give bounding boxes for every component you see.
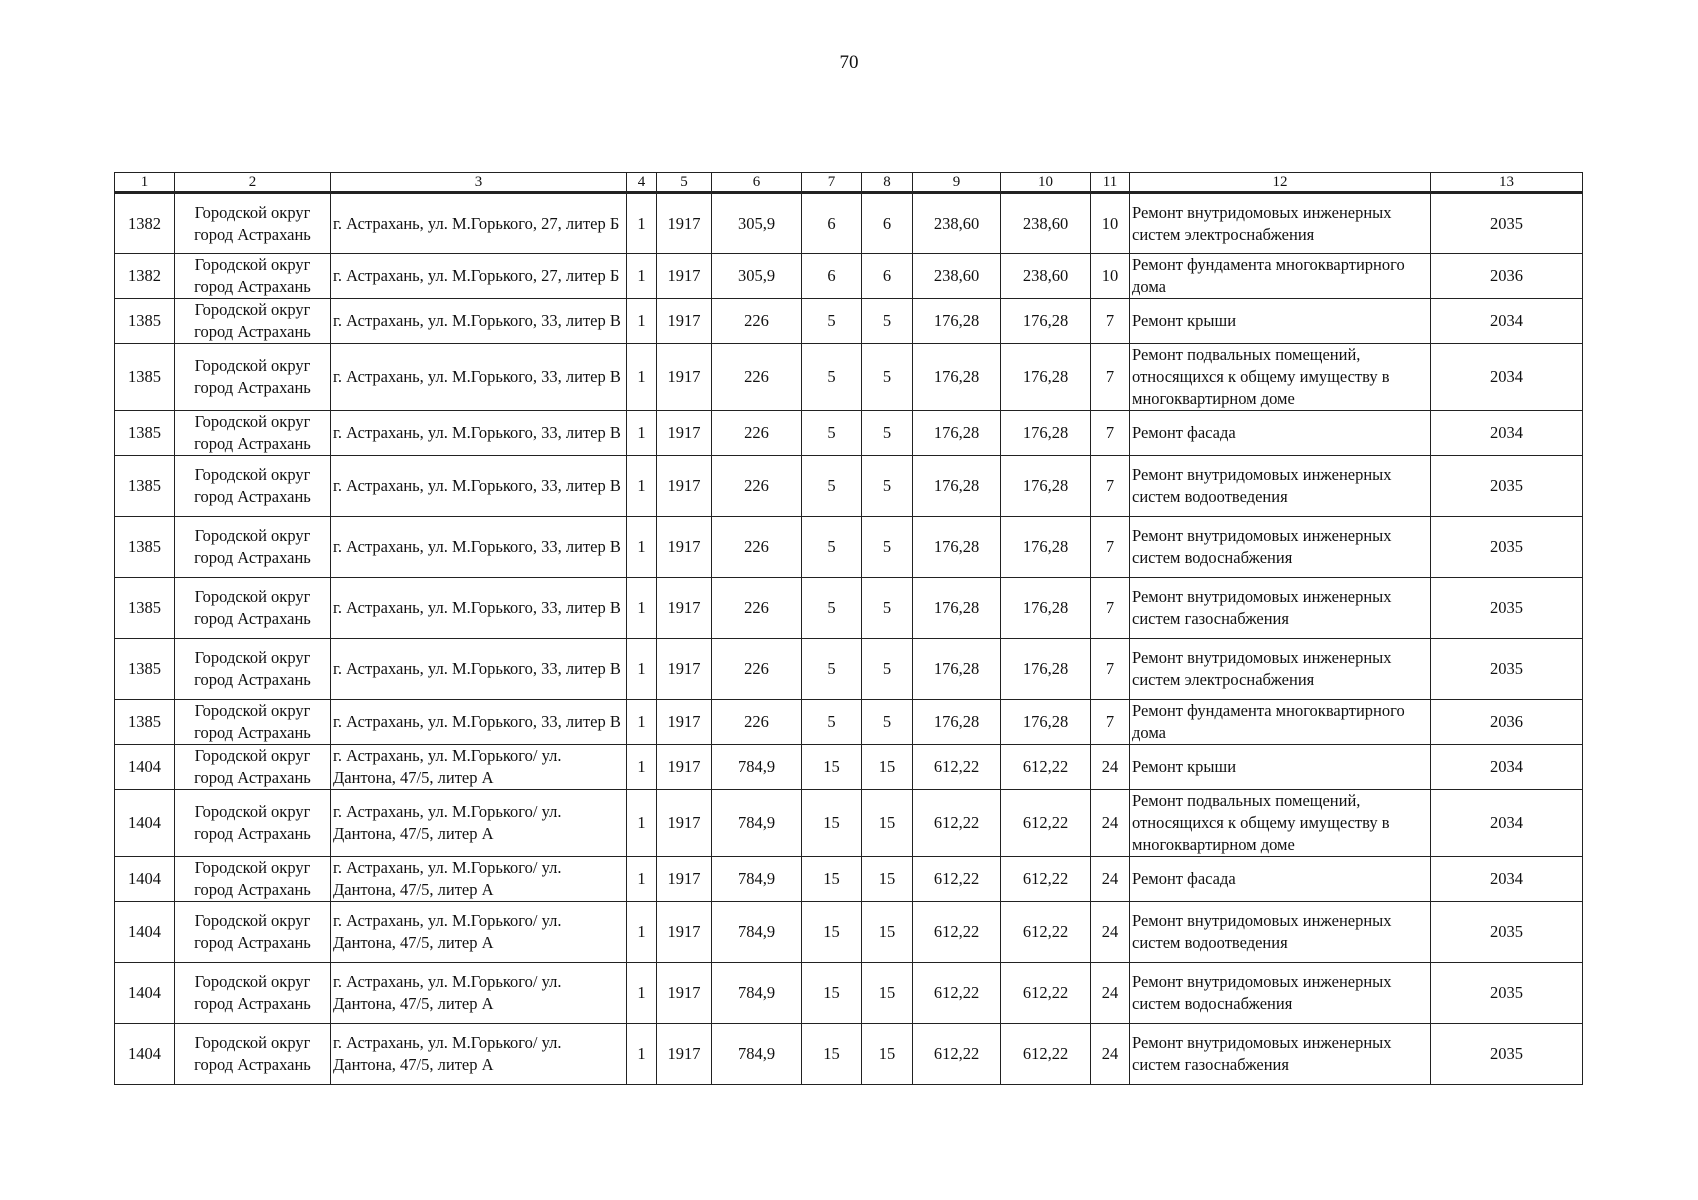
cell-col9: 176,28 <box>913 517 1001 578</box>
cell-work-type: Ремонт внутридомовых инженерных систем газоснабжения <box>1130 1024 1431 1085</box>
cell-col8: 15 <box>862 857 913 902</box>
table-row <box>115 299 1583 344</box>
cell-col4: 1 <box>627 700 657 745</box>
cell-row-number: 1404 <box>115 857 175 902</box>
cell-col10: 176,28 <box>1001 639 1091 700</box>
cell-col11: 7 <box>1091 299 1130 344</box>
cell-col8: 6 <box>862 193 913 254</box>
cell-row-number: 1385 <box>115 299 175 344</box>
cell-col9: 612,22 <box>913 790 1001 857</box>
cell-address: г. Астрахань, ул. М.Горького, 33, литер В <box>331 700 627 745</box>
cell-area: 784,9 <box>712 902 802 963</box>
table-header <box>115 173 1583 193</box>
table-row <box>115 745 1583 790</box>
cell-col4: 1 <box>627 193 657 254</box>
cell-year: 1917 <box>657 456 712 517</box>
cell-planned-year: 2035 <box>1431 963 1583 1024</box>
page-number: 70 <box>839 52 859 73</box>
cell-area: 305,9 <box>712 193 802 254</box>
cell-col7: 15 <box>802 963 862 1024</box>
table-row <box>115 639 1583 700</box>
cell-col8: 6 <box>862 254 913 299</box>
cell-planned-year: 2034 <box>1431 745 1583 790</box>
cell-col9: 176,28 <box>913 578 1001 639</box>
cell-row-number: 1385 <box>115 639 175 700</box>
cell-col9: 612,22 <box>913 857 1001 902</box>
cell-municipality: Городской округ город Астрахань <box>175 456 331 517</box>
cell-work-type: Ремонт внутридомовых инженерных систем газоснабжения <box>1130 578 1431 639</box>
cell-col9: 612,22 <box>913 745 1001 790</box>
column-header-5: 5 <box>657 173 712 193</box>
cell-address: г. Астрахань, ул. М.Горького, 33, литер В <box>331 456 627 517</box>
table-row <box>115 857 1583 902</box>
cell-col10: 176,28 <box>1001 517 1091 578</box>
cell-col8: 5 <box>862 578 913 639</box>
cell-address: г. Астрахань, ул. М.Горького, 33, литер В <box>331 578 627 639</box>
cell-planned-year: 2035 <box>1431 902 1583 963</box>
cell-col7: 15 <box>802 857 862 902</box>
cell-planned-year: 2035 <box>1431 517 1583 578</box>
cell-col4: 1 <box>627 790 657 857</box>
cell-col9: 176,28 <box>913 700 1001 745</box>
cell-col11: 24 <box>1091 1024 1130 1085</box>
cell-year: 1917 <box>657 1024 712 1085</box>
cell-col4: 1 <box>627 857 657 902</box>
cell-col10: 612,22 <box>1001 745 1091 790</box>
cell-year: 1917 <box>657 254 712 299</box>
cell-address: г. Астрахань, ул. М.Горького, 27, литер Б <box>331 254 627 299</box>
cell-area: 226 <box>712 344 802 411</box>
cell-row-number: 1385 <box>115 456 175 517</box>
cell-col7: 6 <box>802 193 862 254</box>
cell-row-number: 1385 <box>115 700 175 745</box>
cell-col7: 5 <box>802 639 862 700</box>
cell-row-number: 1404 <box>115 745 175 790</box>
cell-planned-year: 2036 <box>1431 700 1583 745</box>
cell-planned-year: 2035 <box>1431 1024 1583 1085</box>
cell-col8: 15 <box>862 745 913 790</box>
cell-area: 226 <box>712 517 802 578</box>
cell-col7: 5 <box>802 700 862 745</box>
cell-municipality: Городской округ город Астрахань <box>175 411 331 456</box>
cell-municipality: Городской округ город Астрахань <box>175 299 331 344</box>
cell-col7: 15 <box>802 790 862 857</box>
column-header-13: 13 <box>1431 173 1583 193</box>
cell-col10: 176,28 <box>1001 700 1091 745</box>
cell-planned-year: 2035 <box>1431 456 1583 517</box>
cell-col9: 176,28 <box>913 411 1001 456</box>
cell-col11: 7 <box>1091 344 1130 411</box>
cell-work-type: Ремонт внутридомовых инженерных систем электроснабжения <box>1130 639 1431 700</box>
cell-work-type: Ремонт внутридомовых инженерных систем водоотведения <box>1130 902 1431 963</box>
column-header-11: 11 <box>1091 173 1130 193</box>
cell-municipality: Городской округ город Астрахань <box>175 254 331 299</box>
cell-col10: 238,60 <box>1001 193 1091 254</box>
cell-col11: 10 <box>1091 254 1130 299</box>
cell-col7: 15 <box>802 902 862 963</box>
cell-municipality: Городской округ город Астрахань <box>175 700 331 745</box>
cell-year: 1917 <box>657 193 712 254</box>
cell-year: 1917 <box>657 639 712 700</box>
cell-address: г. Астрахань, ул. М.Горького, 27, литер Б <box>331 193 627 254</box>
cell-col11: 24 <box>1091 857 1130 902</box>
cell-planned-year: 2035 <box>1431 639 1583 700</box>
cell-address: г. Астрахань, ул. М.Горького, 33, литер В <box>331 639 627 700</box>
cell-area: 784,9 <box>712 1024 802 1085</box>
cell-col11: 24 <box>1091 790 1130 857</box>
cell-col4: 1 <box>627 254 657 299</box>
table-body <box>115 193 1583 1085</box>
column-header-6: 6 <box>712 173 802 193</box>
cell-col10: 176,28 <box>1001 344 1091 411</box>
cell-area: 784,9 <box>712 790 802 857</box>
table-row <box>115 902 1583 963</box>
column-header-1: 1 <box>115 173 175 193</box>
cell-col7: 6 <box>802 254 862 299</box>
cell-work-type: Ремонт фасада <box>1130 411 1431 456</box>
cell-col7: 5 <box>802 411 862 456</box>
cell-col4: 1 <box>627 578 657 639</box>
cell-area: 226 <box>712 456 802 517</box>
cell-address: г. Астрахань, ул. М.Горького, 33, литер В <box>331 517 627 578</box>
cell-col10: 612,22 <box>1001 790 1091 857</box>
cell-col4: 1 <box>627 299 657 344</box>
cell-col4: 1 <box>627 745 657 790</box>
cell-work-type: Ремонт фундамента многоквартирного дома <box>1130 700 1431 745</box>
cell-row-number: 1404 <box>115 1024 175 1085</box>
cell-row-number: 1404 <box>115 790 175 857</box>
cell-col9: 238,60 <box>913 254 1001 299</box>
cell-col7: 5 <box>802 578 862 639</box>
cell-col8: 15 <box>862 790 913 857</box>
cell-col11: 7 <box>1091 578 1130 639</box>
table-row <box>115 578 1583 639</box>
cell-col8: 15 <box>862 1024 913 1085</box>
cell-area: 305,9 <box>712 254 802 299</box>
cell-year: 1917 <box>657 963 712 1024</box>
cell-row-number: 1382 <box>115 254 175 299</box>
cell-col4: 1 <box>627 411 657 456</box>
cell-col10: 176,28 <box>1001 578 1091 639</box>
cell-municipality: Городской округ город Астрахань <box>175 639 331 700</box>
cell-row-number: 1404 <box>115 963 175 1024</box>
cell-col11: 7 <box>1091 639 1130 700</box>
cell-col9: 176,28 <box>913 344 1001 411</box>
column-header-9: 9 <box>913 173 1001 193</box>
cell-col11: 7 <box>1091 700 1130 745</box>
cell-work-type: Ремонт внутридомовых инженерных систем водоснабжения <box>1130 963 1431 1024</box>
cell-col7: 5 <box>802 344 862 411</box>
cell-address: г. Астрахань, ул. М.Горького, 33, литер В <box>331 411 627 456</box>
cell-address: г. Астрахань, ул. М.Горького/ ул. Дантона, 47/5, литер А <box>331 857 627 902</box>
cell-area: 784,9 <box>712 963 802 1024</box>
cell-col4: 1 <box>627 963 657 1024</box>
cell-col10: 176,28 <box>1001 456 1091 517</box>
cell-area: 784,9 <box>712 857 802 902</box>
cell-address: г. Астрахань, ул. М.Горького/ ул. Дантона, 47/5, литер А <box>331 790 627 857</box>
cell-col8: 5 <box>862 411 913 456</box>
cell-row-number: 1385 <box>115 517 175 578</box>
cell-municipality: Городской округ город Астрахань <box>175 193 331 254</box>
cell-col11: 7 <box>1091 456 1130 517</box>
cell-col8: 5 <box>862 639 913 700</box>
cell-col7: 5 <box>802 456 862 517</box>
cell-col11: 24 <box>1091 963 1130 1024</box>
cell-work-type: Ремонт фасада <box>1130 857 1431 902</box>
cell-col7: 5 <box>802 517 862 578</box>
table-row <box>115 790 1583 857</box>
cell-address: г. Астрахань, ул. М.Горького/ ул. Дантона, 47/5, литер А <box>331 745 627 790</box>
cell-address: г. Астрахань, ул. М.Горького/ ул. Дантона, 47/5, литер А <box>331 1024 627 1085</box>
cell-col4: 1 <box>627 639 657 700</box>
cell-planned-year: 2034 <box>1431 344 1583 411</box>
cell-col9: 176,28 <box>913 639 1001 700</box>
cell-work-type: Ремонт фундамента многоквартирного дома <box>1130 254 1431 299</box>
column-header-8: 8 <box>862 173 913 193</box>
table-row <box>115 700 1583 745</box>
cell-col4: 1 <box>627 456 657 517</box>
cell-planned-year: 2034 <box>1431 299 1583 344</box>
table-row <box>115 963 1583 1024</box>
cell-col10: 176,28 <box>1001 299 1091 344</box>
cell-work-type: Ремонт внутридомовых инженерных систем электроснабжения <box>1130 193 1431 254</box>
cell-planned-year: 2036 <box>1431 254 1583 299</box>
cell-col9: 612,22 <box>913 963 1001 1024</box>
cell-year: 1917 <box>657 745 712 790</box>
cell-col10: 176,28 <box>1001 411 1091 456</box>
table-row <box>115 193 1583 254</box>
cell-municipality: Городской округ город Астрахань <box>175 963 331 1024</box>
cell-year: 1917 <box>657 790 712 857</box>
cell-year: 1917 <box>657 344 712 411</box>
cell-address: г. Астрахань, ул. М.Горького, 33, литер В <box>331 299 627 344</box>
cell-address: г. Астрахань, ул. М.Горького/ ул. Дантона, 47/5, литер А <box>331 902 627 963</box>
cell-municipality: Городской округ город Астрахань <box>175 857 331 902</box>
cell-col4: 1 <box>627 344 657 411</box>
cell-work-type: Ремонт крыши <box>1130 745 1431 790</box>
cell-col9: 176,28 <box>913 299 1001 344</box>
cell-work-type: Ремонт крыши <box>1130 299 1431 344</box>
cell-col8: 5 <box>862 344 913 411</box>
table-row <box>115 517 1583 578</box>
cell-year: 1917 <box>657 857 712 902</box>
cell-municipality: Городской округ город Астрахань <box>175 745 331 790</box>
column-header-10: 10 <box>1001 173 1091 193</box>
cell-planned-year: 2035 <box>1431 193 1583 254</box>
cell-municipality: Городской округ город Астрахань <box>175 578 331 639</box>
table-row <box>115 456 1583 517</box>
column-number-row <box>115 173 1583 193</box>
cell-planned-year: 2034 <box>1431 790 1583 857</box>
cell-municipality: Городской округ город Астрахань <box>175 344 331 411</box>
cell-area: 226 <box>712 700 802 745</box>
cell-planned-year: 2035 <box>1431 578 1583 639</box>
table-row <box>115 1024 1583 1085</box>
cell-address: г. Астрахань, ул. М.Горького, 33, литер В <box>331 344 627 411</box>
cell-address: г. Астрахань, ул. М.Горького/ ул. Дантона, 47/5, литер А <box>331 963 627 1024</box>
cell-area: 226 <box>712 639 802 700</box>
cell-col9: 612,22 <box>913 902 1001 963</box>
cell-col4: 1 <box>627 1024 657 1085</box>
cell-col8: 5 <box>862 299 913 344</box>
cell-col8: 15 <box>862 963 913 1024</box>
cell-municipality: Городской округ город Астрахань <box>175 1024 331 1085</box>
table-row <box>115 254 1583 299</box>
cell-col4: 1 <box>627 902 657 963</box>
cell-work-type: Ремонт подвальных помещений, относящихся к общему имуществу в многоквартирном доме <box>1130 790 1431 857</box>
cell-col8: 5 <box>862 456 913 517</box>
cell-year: 1917 <box>657 578 712 639</box>
cell-col11: 10 <box>1091 193 1130 254</box>
cell-col10: 612,22 <box>1001 1024 1091 1085</box>
cell-col7: 15 <box>802 745 862 790</box>
cell-year: 1917 <box>657 517 712 578</box>
table-row <box>115 344 1583 411</box>
cell-col11: 7 <box>1091 411 1130 456</box>
cell-row-number: 1404 <box>115 902 175 963</box>
cell-area: 226 <box>712 299 802 344</box>
cell-work-type: Ремонт внутридомовых инженерных систем водоотведения <box>1130 456 1431 517</box>
cell-row-number: 1382 <box>115 193 175 254</box>
column-header-12: 12 <box>1130 173 1431 193</box>
cell-area: 226 <box>712 578 802 639</box>
cell-col9: 612,22 <box>913 1024 1001 1085</box>
table-row <box>115 411 1583 456</box>
cell-area: 784,9 <box>712 745 802 790</box>
cell-col11: 24 <box>1091 902 1130 963</box>
cell-col11: 7 <box>1091 517 1130 578</box>
cell-year: 1917 <box>657 700 712 745</box>
cell-col10: 612,22 <box>1001 963 1091 1024</box>
cell-col9: 176,28 <box>913 456 1001 517</box>
cell-col7: 15 <box>802 1024 862 1085</box>
cell-col8: 5 <box>862 700 913 745</box>
column-header-7: 7 <box>802 173 862 193</box>
cell-row-number: 1385 <box>115 578 175 639</box>
cell-col9: 238,60 <box>913 193 1001 254</box>
cell-col10: 612,22 <box>1001 857 1091 902</box>
cell-row-number: 1385 <box>115 411 175 456</box>
cell-area: 226 <box>712 411 802 456</box>
cell-col11: 24 <box>1091 745 1130 790</box>
cell-municipality: Городской округ город Астрахань <box>175 902 331 963</box>
cell-year: 1917 <box>657 411 712 456</box>
cell-planned-year: 2034 <box>1431 411 1583 456</box>
cell-col8: 15 <box>862 902 913 963</box>
cell-col8: 5 <box>862 517 913 578</box>
cell-col7: 5 <box>802 299 862 344</box>
cell-col4: 1 <box>627 517 657 578</box>
repair-schedule-table <box>114 172 1583 1085</box>
cell-year: 1917 <box>657 299 712 344</box>
cell-col10: 238,60 <box>1001 254 1091 299</box>
cell-municipality: Городской округ город Астрахань <box>175 790 331 857</box>
cell-work-type: Ремонт внутридомовых инженерных систем водоснабжения <box>1130 517 1431 578</box>
column-header-4: 4 <box>627 173 657 193</box>
cell-municipality: Городской округ город Астрахань <box>175 517 331 578</box>
cell-work-type: Ремонт подвальных помещений, относящихся к общему имуществу в многоквартирном доме <box>1130 344 1431 411</box>
cell-col10: 612,22 <box>1001 902 1091 963</box>
cell-year: 1917 <box>657 902 712 963</box>
column-header-2: 2 <box>175 173 331 193</box>
column-header-3: 3 <box>331 173 627 193</box>
cell-planned-year: 2034 <box>1431 857 1583 902</box>
cell-row-number: 1385 <box>115 344 175 411</box>
